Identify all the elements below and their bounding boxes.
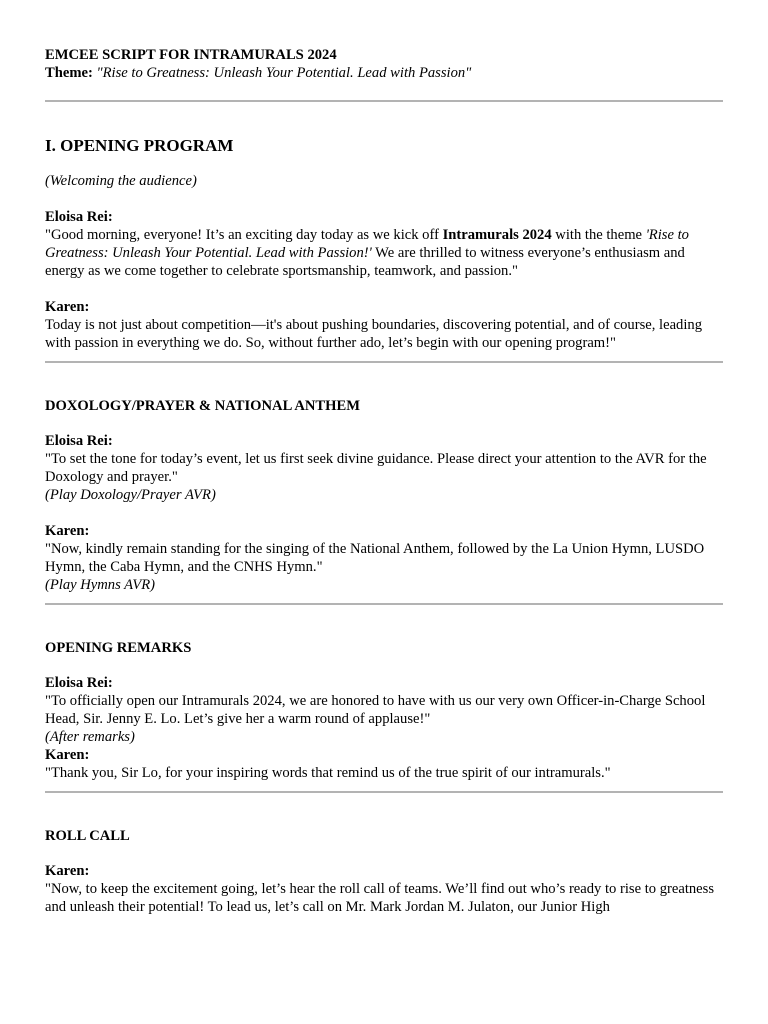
speaker-name: Eloisa Rei: (45, 209, 113, 225)
theme-line (45, 64, 723, 82)
speaker-name: Karen: (45, 747, 90, 763)
stage-note: (Play Doxology/Prayer AVR) (45, 487, 216, 503)
speaker-line: "Now, to keep the excitement going, let’s hear the roll call of teams. We’ll find out who’s ready to rise to greatness and unleash their potential! To lead us, let’s call on Mr. Mark Jordan M. Julaton, our Junior High (45, 881, 715, 915)
stage-note: (Play Hymns AVR) (45, 577, 156, 593)
speaker-name: Karen: (45, 863, 90, 879)
theme-text: "Rise to Greatness: Unleash Your Potential. Lead with Passion" (96, 65, 472, 81)
theme-label: Theme: (45, 65, 93, 81)
speaker-line: Today is not just about competition—it's about pushing boundaries, discovering potential, and of course, leading with passion in everything we do. So, without further ado, let’s begin with our opening program!" (45, 317, 702, 351)
speaker-line: "To set the tone for today’s event, let us first seek divine guidance. Please direct your attention to the AVR for the Doxology and prayer." (45, 451, 707, 485)
speaker-line: "Thank you, Sir Lo, for your inspiring words that remind us of the true spirit of our intramurals." (45, 765, 611, 781)
section-heading-opening: I. OPENING PROGRAM (45, 136, 234, 155)
speaker-name: Eloisa Rei: (45, 675, 113, 691)
section-heading-doxology: DOXOLOGY/PRAYER & NATIONAL ANTHEM (45, 398, 361, 414)
section-heading-rollcall: ROLL CALL (45, 828, 130, 844)
line-text: "Good morning, everyone! It’s an exciting day today as we kick off (45, 227, 443, 243)
document-page (45, 46, 723, 916)
stage-note: (After remarks) (45, 729, 135, 745)
speaker-line: "Now, kindly remain standing for the singing of the National Anthem, followed by the La Union Hymn, LUSDO Hymn, the Caba Hymn, and the CNHS Hymn." (45, 541, 705, 575)
document-title: EMCEE SCRIPT FOR INTRAMURALS 2024 (45, 47, 337, 63)
section-heading-remarks: OPENING REMARKS (45, 640, 192, 656)
line-text: with the theme (551, 227, 646, 243)
stage-note: (Welcoming the audience) (45, 173, 197, 189)
line-text: We are thrilled to witness everyone’s enthusiasm and energy as we come together to celebrate sportsmanship, teamwork, and passion." (45, 245, 685, 279)
speaker-name: Karen: (45, 299, 90, 315)
event-name: Intramurals 2024 (442, 227, 552, 243)
speaker-line: "To officially open our Intramurals 2024, we are honored to have with us our very own Officer-in-Charge School Head, Sir. Jenny E. Lo. Let’s give her a warm round of applause!" (45, 693, 706, 727)
speaker-name: Karen: (45, 523, 90, 539)
speaker-line (45, 226, 723, 280)
speaker-name: Eloisa Rei: (45, 433, 113, 449)
theme-quote: 'Rise to Greatness: Unleash Your Potential. Lead with Passion!' (45, 227, 689, 261)
